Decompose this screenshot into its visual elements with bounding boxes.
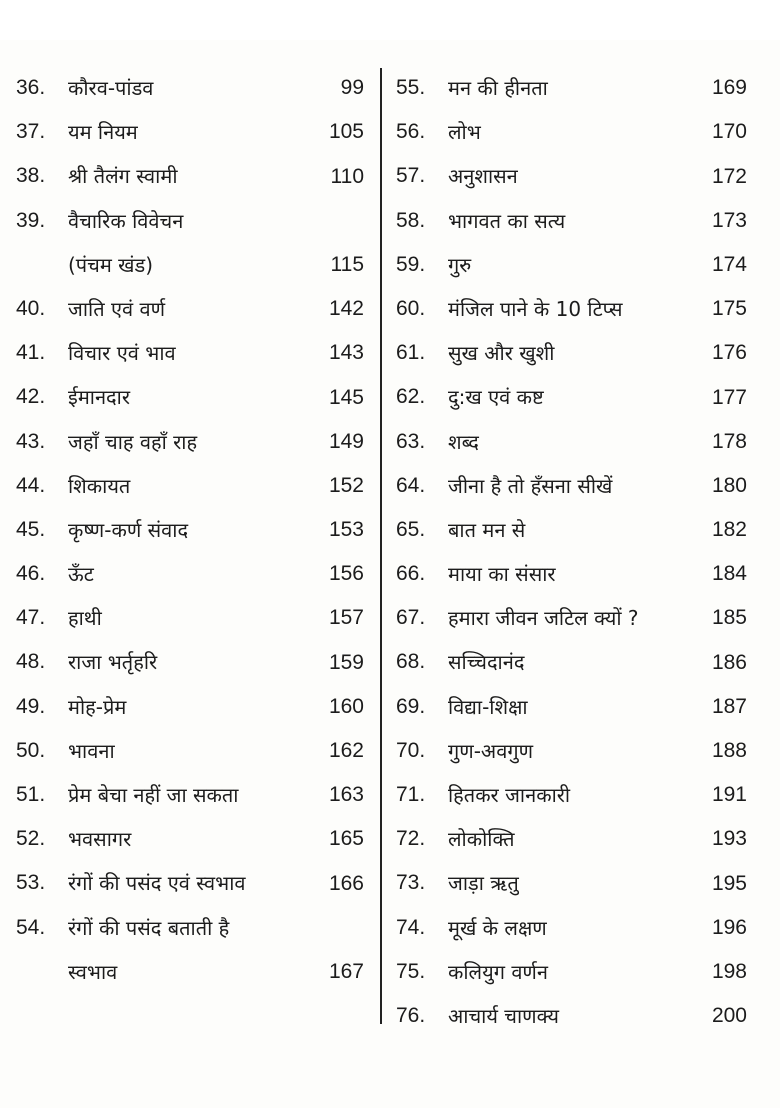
chapter-title (68, 773, 238, 817)
page-number: 99 (340, 76, 364, 100)
page-number: 180 (711, 473, 747, 497)
chapter-number: 41. (16, 341, 46, 365)
page-number: 145 (328, 385, 364, 409)
chapter-title-line: स्वभाव (68, 959, 118, 984)
chapter-number: 47. (16, 606, 46, 630)
chapter-title-line: मंजिल पाने के 10 टिप्स (448, 296, 623, 321)
chapter-number: 40. (16, 296, 46, 320)
chapter-title-line: गुण-अवगुण (448, 738, 534, 763)
chapter-number: 75. (396, 959, 426, 983)
chapter-title-line: जहाँ चाह वहाँ राह (68, 429, 198, 454)
chapter-title-line: विचार एवं भाव (68, 341, 176, 366)
chapter-number: 63. (396, 429, 426, 453)
chapter-number: 49. (16, 694, 46, 718)
page-number: 175 (711, 297, 747, 321)
chapter-number: 43. (16, 429, 46, 453)
toc-entry (16, 154, 364, 198)
page-number: 149 (328, 429, 364, 453)
toc-entry (396, 685, 747, 729)
page-number: 165 (328, 827, 364, 851)
page-number: 169 (711, 76, 747, 100)
toc-entry (396, 243, 747, 287)
toc-entry (396, 596, 747, 640)
chapter-title-line: ईमानदार (68, 385, 131, 410)
chapter-number: 65. (396, 517, 426, 541)
toc-entry (396, 287, 747, 331)
toc-entry (396, 66, 747, 110)
chapter-title (68, 817, 131, 861)
chapter-title-line: राजा भर्तृहरि (68, 650, 158, 675)
chapter-title-line: मूर्ख के लक्षण (448, 915, 547, 940)
chapter-title (68, 685, 126, 729)
chapter-number: 36. (16, 76, 46, 99)
chapter-title (448, 685, 528, 729)
toc-entry (396, 154, 747, 198)
chapter-title-line: रंगों की पसंद एवं स्वभाव (68, 871, 246, 896)
chapter-number: 67. (396, 606, 426, 630)
chapter-title (448, 729, 533, 773)
toc-entry (16, 640, 364, 684)
chapter-title-line: हाथी (68, 606, 102, 631)
toc-entry (16, 861, 364, 905)
page-number: 195 (711, 871, 747, 895)
chapter-number: 53. (16, 871, 46, 895)
chapter-title (68, 420, 197, 464)
page-number: 191 (711, 783, 747, 807)
chapter-number: 60. (396, 296, 426, 320)
chapter-title (68, 66, 153, 110)
chapter-title-line: यम नियम (68, 120, 138, 145)
page-number: 174 (711, 252, 747, 276)
chapter-number: 52. (16, 827, 46, 851)
toc-entry (396, 994, 747, 1038)
chapter-title (448, 773, 570, 817)
page-number: 159 (328, 650, 364, 674)
chapter-title (448, 640, 524, 684)
toc-entry (16, 110, 364, 154)
toc-entry (396, 375, 747, 419)
toc-entry (16, 199, 364, 287)
chapter-title-line: विद्या-शिक्षा (448, 694, 528, 719)
toc-entry (396, 640, 747, 684)
page-number: 188 (711, 739, 747, 762)
chapter-number: 56. (396, 120, 426, 144)
toc-entry (16, 375, 364, 419)
chapter-title (448, 110, 481, 154)
chapter-title-line: लोकोक्ति (448, 827, 515, 852)
page-number: 185 (711, 606, 747, 630)
chapter-title (68, 729, 115, 773)
chapter-title-line: बात मन से (448, 517, 526, 542)
chapter-title-line: प्रेम बेचा नहीं जा सकता (68, 783, 239, 808)
page-number: 178 (711, 429, 747, 453)
toc-entry (396, 906, 747, 950)
chapter-title-line: शब्द (448, 429, 479, 454)
chapter-title-line: कलियुग वर्णन (448, 959, 548, 984)
chapter-title (448, 596, 639, 640)
chapter-number: 69. (396, 694, 426, 718)
chapter-title-line: आचार्य चाणक्य (448, 1003, 559, 1028)
toc-entry (396, 552, 747, 596)
page-number: 115 (330, 252, 364, 276)
chapter-number: 61. (396, 341, 426, 365)
chapter-title-line: श्री तैलंग स्वामी (68, 164, 178, 189)
chapter-title-line: भावना (68, 738, 115, 763)
chapter-title (448, 154, 518, 198)
toc-entry (16, 287, 364, 331)
chapter-number: 76. (396, 1003, 426, 1027)
chapter-title (448, 464, 612, 508)
chapter-title (68, 331, 176, 375)
chapter-number: 73. (396, 871, 426, 895)
chapter-title (68, 508, 188, 552)
chapter-title (448, 287, 622, 331)
chapter-number: 58. (396, 208, 426, 232)
toc-entry (16, 817, 364, 861)
page-number: 160 (328, 694, 364, 718)
chapter-title-line: भागवत का सत्य (448, 208, 566, 233)
page-number: 142 (328, 297, 364, 321)
chapter-number: 62. (396, 385, 426, 409)
page-number: 156 (328, 562, 364, 586)
chapter-title (448, 243, 471, 287)
chapter-number: 39. (16, 208, 46, 232)
toc-entry (396, 817, 747, 861)
chapter-number: 54. (16, 915, 46, 939)
chapter-number: 42. (16, 385, 46, 409)
chapter-title-line: (पंचम खंड) (68, 252, 154, 277)
page-number: 193 (711, 827, 747, 851)
chapter-title (68, 552, 94, 596)
page-number: 153 (328, 518, 364, 542)
chapter-number: 48. (16, 650, 46, 674)
chapter-title (448, 199, 565, 243)
page-number: 186 (711, 650, 747, 674)
page-number: 157 (328, 606, 364, 630)
chapter-number: 50. (16, 738, 46, 762)
toc-entry (396, 331, 747, 375)
chapter-title (68, 154, 178, 198)
page-number: 184 (711, 562, 747, 586)
toc-entry (16, 685, 364, 729)
page-number: 105 (328, 120, 364, 144)
page-number: 110 (330, 164, 364, 188)
chapter-number: 55. (396, 76, 426, 99)
chapter-number: 66. (396, 562, 426, 586)
chapter-number: 37. (16, 120, 46, 144)
chapter-number: 45. (16, 517, 46, 541)
toc-entry (16, 729, 364, 773)
chapter-number: 70. (396, 738, 426, 762)
chapter-title (448, 552, 556, 596)
chapter-title (68, 464, 130, 508)
toc-left-column (16, 66, 364, 994)
chapter-title (448, 861, 519, 905)
chapter-title (68, 906, 229, 994)
chapter-title-line: भवसागर (68, 827, 132, 852)
toc-entry (16, 508, 364, 552)
chapter-title-line: जीना है तो हँसना सीखें (448, 473, 613, 498)
chapter-title (68, 110, 138, 154)
chapter-title (448, 508, 525, 552)
toc-entry (396, 420, 747, 464)
toc-entry (396, 464, 747, 508)
page-number: 198 (711, 959, 747, 983)
chapter-number: 74. (396, 915, 426, 939)
page-number: 176 (711, 341, 747, 365)
toc-entry (396, 950, 747, 994)
page-number: 200 (711, 1004, 747, 1028)
chapter-number: 72. (396, 827, 426, 851)
toc-entry (16, 464, 364, 508)
chapter-title-line: सुख और खुशी (448, 341, 555, 366)
page-number: 187 (711, 694, 747, 718)
chapter-title (68, 861, 246, 905)
chapter-title-line: मन की हीनता (448, 76, 548, 100)
chapter-number: 51. (16, 783, 46, 807)
chapter-number: 71. (396, 783, 426, 806)
toc-entry (396, 199, 747, 243)
toc-entry (16, 906, 364, 994)
toc-right-column (396, 66, 747, 1038)
chapter-title-line: शिकायत (68, 473, 131, 498)
chapter-title (68, 375, 130, 419)
chapter-number: 44. (16, 473, 46, 497)
chapter-title-line: ऊँट (68, 562, 94, 587)
chapter-number: 38. (16, 164, 46, 188)
page-number: 173 (711, 208, 747, 232)
chapter-number: 46. (16, 562, 46, 586)
chapter-title-line: वैचारिक विवेचन (68, 208, 184, 233)
page-number: 152 (328, 473, 364, 497)
chapter-number: 64. (396, 473, 426, 497)
page-number: 196 (711, 915, 747, 939)
toc-entry (396, 110, 747, 154)
chapter-title (448, 420, 479, 464)
chapter-title (448, 375, 544, 419)
toc-entry (16, 66, 364, 110)
page-number: 166 (328, 871, 364, 895)
chapter-title-line: दु:ख एवं कष्ट (448, 385, 544, 410)
page-number: 182 (711, 518, 747, 542)
chapter-title-line: रंगों की पसंद बताती है (68, 915, 230, 940)
toc-entry (396, 773, 747, 817)
toc-entry (16, 331, 364, 375)
page-number: 162 (328, 739, 364, 763)
chapter-title (448, 817, 515, 861)
chapter-title (448, 906, 547, 950)
column-divider (380, 68, 382, 1024)
chapter-title-line: सच्चिदानंद (448, 650, 525, 675)
chapter-title-line: जाति एवं वर्ण (68, 296, 166, 321)
chapter-title-line: हितकर जानकारी (448, 783, 571, 807)
chapter-title-line: हमारा जीवन जटिल क्यों ? (448, 606, 639, 631)
chapter-title (448, 950, 548, 994)
chapter-title-line: कृष्ण-कर्ण संवाद (68, 517, 189, 542)
chapter-title (68, 596, 102, 640)
page-top-margin (0, 0, 780, 40)
chapter-title (448, 66, 548, 110)
chapter-title-line: मोह-प्रेम (68, 694, 127, 719)
toc-entry (16, 552, 364, 596)
chapter-title-line: माया का संसार (448, 562, 556, 587)
toc-entry (396, 861, 747, 905)
toc-entry (16, 773, 364, 817)
page-number: 163 (328, 783, 364, 807)
chapter-title-line: लोभ (448, 120, 481, 145)
chapter-number: 68. (396, 650, 426, 674)
chapter-title-line: जाड़ा ऋतु (448, 871, 519, 896)
page-number: 170 (711, 120, 747, 144)
page-number: 177 (711, 385, 747, 409)
toc-entry (16, 596, 364, 640)
chapter-title (448, 994, 559, 1038)
chapter-title-line: गुरु (448, 252, 472, 277)
chapter-title (68, 199, 183, 287)
toc-entry (16, 420, 364, 464)
chapter-title (68, 287, 165, 331)
toc-entry (396, 508, 747, 552)
page-number: 167 (328, 959, 364, 983)
toc-entry (396, 729, 747, 773)
chapter-number: 57. (396, 164, 426, 188)
chapter-title (448, 331, 554, 375)
chapter-number: 59. (396, 252, 426, 276)
chapter-title (68, 640, 157, 684)
chapter-title-line: अनुशासन (448, 164, 518, 189)
chapter-title-line: कौरव-पांडव (68, 76, 154, 100)
page-number: 172 (711, 164, 747, 188)
page-number: 143 (328, 341, 364, 365)
